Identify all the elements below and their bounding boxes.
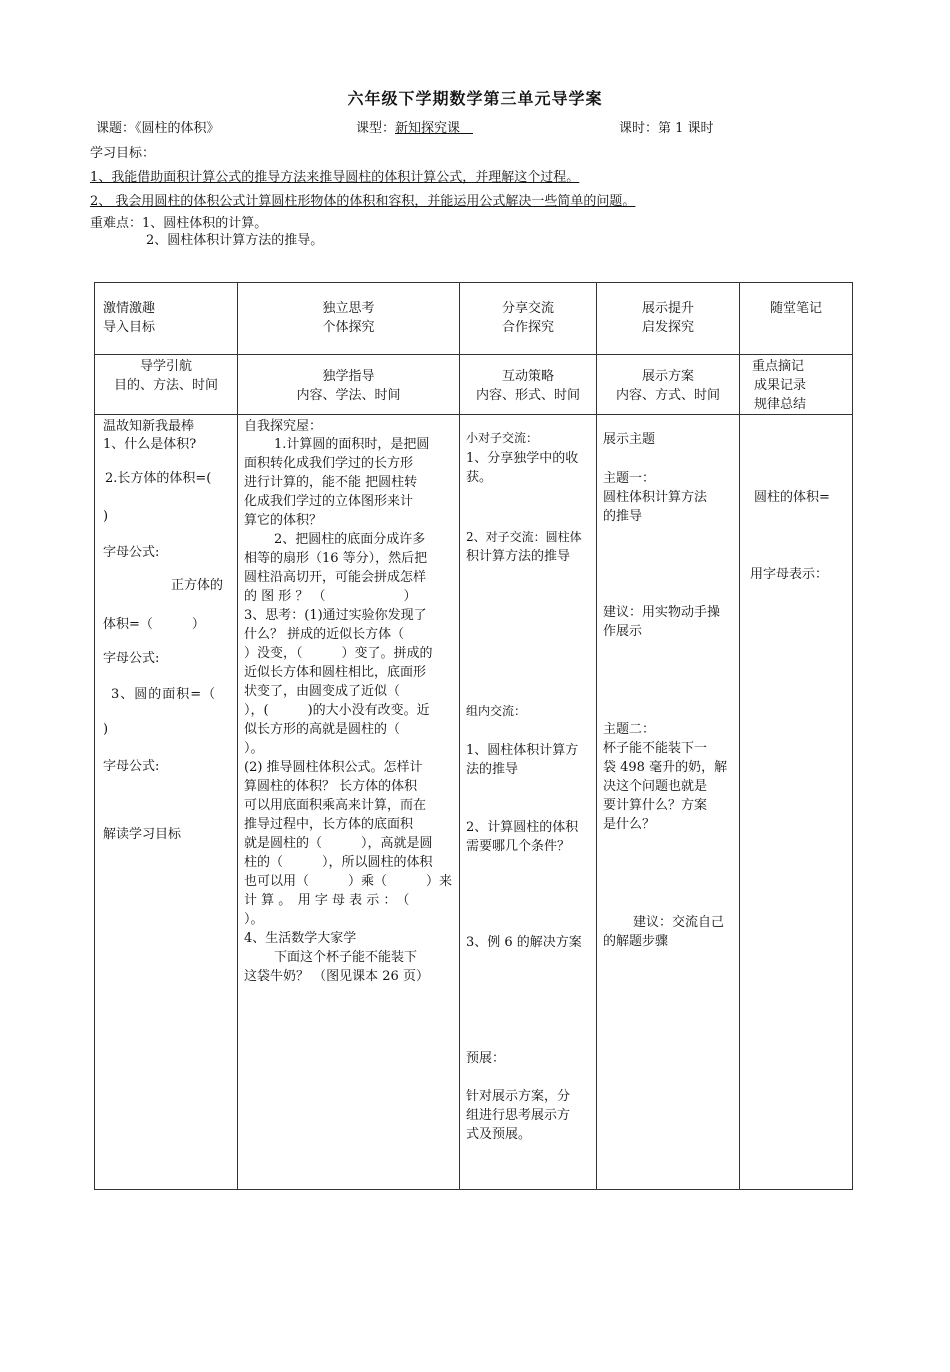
text-line: ）。: [244, 741, 264, 756]
cube-volume-label: 正方体的: [171, 578, 224, 593]
text-line: 3、思考：(1)通过实验你发现了: [244, 608, 427, 623]
subheader-cell-3: [460, 355, 597, 415]
text-line: (2) 推导圆柱体积公式。怎样计: [244, 760, 423, 775]
subheader-text: 独学指导: [322, 369, 375, 384]
group-item-1b: 法的推导: [466, 762, 519, 777]
theme1-line-1: 圆柱体积计算方法: [603, 490, 708, 505]
subheader-text: 导学引航: [139, 359, 192, 374]
text-line: 计 算 。 用 字 母 表 示 ： （: [244, 893, 410, 908]
subheader-cell-4: [597, 355, 740, 415]
preview-line-2: 组进行思考展示方: [466, 1108, 571, 1123]
text-line: 4、生活数学大家学: [244, 931, 357, 946]
header-text: 展示提升: [641, 301, 694, 316]
text-line: ）没变，（ ）变了。拼成的: [244, 646, 433, 661]
notes-column: [740, 415, 853, 1190]
header-cell-5: [740, 283, 853, 355]
table-header-row-1: [95, 283, 853, 355]
text-line: 2、把圆柱的底面分成许多: [274, 532, 426, 547]
keypoints-line-1: 重难点：1、圆柱体积的计算。: [90, 216, 268, 231]
preview-line-1: 针对展示方案，分: [466, 1089, 571, 1104]
theme2-label: 主题二：: [603, 722, 656, 737]
subheader-cell-5: [740, 355, 853, 415]
review-q3-close: ): [103, 722, 109, 737]
header-text: 独立思考: [322, 301, 375, 316]
formula-label-3: 字母公式:: [103, 759, 160, 774]
header-text: 合作探究: [501, 320, 554, 335]
text-line: 相等的扇形（16 等分），然后把: [244, 551, 428, 566]
subheader-text: 展示方案: [641, 369, 694, 384]
text-line: 似长方形的高就是圆柱的（: [244, 722, 401, 737]
header-cell-1: [95, 283, 238, 355]
header-cell-2: [238, 283, 460, 355]
table-header-row-2: [95, 355, 853, 415]
objective-1: 1、我能借助面积计算公式的推导方法来推导圆柱的体积计算公式，并理解这个过程。: [90, 170, 580, 185]
subheader-text: 成果记录: [754, 378, 807, 393]
pair-share-2b: 积计算方法的推导: [466, 549, 571, 564]
read-objectives: 解读学习目标: [103, 827, 182, 842]
cube-volume-blank: 体积=（ ）: [103, 617, 205, 632]
text-line: 的 图 形 ？ （ ）: [244, 589, 417, 604]
text-line: ）。: [244, 912, 264, 927]
text-line: 近似长方体和圆柱相比，底面形: [244, 665, 427, 680]
note-volume: 圆柱的体积=: [754, 490, 830, 505]
group-item-1: 1、圆柱体积计算方: [466, 743, 579, 758]
text-line: 化成我们学过的立体图形来计: [244, 494, 414, 509]
lesson-type-value: 新知探究课: [395, 121, 461, 136]
pair-share-2: 2、对子交流：圆柱体: [466, 530, 582, 544]
self-study-q1: [244, 435, 454, 986]
text-line: 柱的（ ），所以圆柱的体积: [244, 855, 433, 870]
theme1-line-2: 的推导: [603, 509, 643, 524]
text-line: 推导过程中，长方体的底面积: [244, 817, 414, 832]
pair-share-1: 1、分享独学中的收: [466, 451, 579, 466]
keypoints-line-2: 2、圆柱体积计算方法的推导。: [146, 233, 324, 248]
header-text: 启发探究: [641, 320, 694, 335]
subheader-text: 内容、形式、时间: [475, 388, 580, 403]
subheader-text: 重点摘记: [752, 359, 805, 374]
objective-2: 2、 我会用圆柱的体积公式计算圆柱形物体的体积和容积，并能运用公式解决一些简单的问题。: [90, 194, 636, 209]
presentation-column: [597, 415, 740, 1190]
text-line: 算它的体积？: [244, 513, 323, 528]
interaction-column: [460, 415, 597, 1190]
theme1-label: 主题一：: [603, 471, 656, 486]
lesson-period: 课时：第 1 课时: [619, 121, 714, 136]
header-cell-4: [597, 283, 740, 355]
guide-column: [95, 415, 238, 1190]
table-body-row: [95, 415, 853, 1190]
text-line: 算圆柱的体积？ 长方体的体积: [244, 779, 418, 794]
text-line: 这袋牛奶？ （图见课本 26 页）: [244, 969, 429, 984]
lesson-topic: 课题：《圆柱的体积》: [96, 121, 220, 136]
text-line: 圆柱沿高切开，可能会拼成怎样: [244, 570, 427, 585]
formula-label-2: 字母公式:: [103, 651, 160, 666]
formula-label-1: 字母公式:: [103, 545, 160, 560]
lesson-meta: [96, 117, 856, 135]
group-item-3: 3、例 6 的解决方案: [466, 935, 582, 950]
header-text: 随堂笔记: [769, 301, 822, 316]
objectives-heading: 学习目标：: [90, 146, 156, 161]
theme2-line-2: 袋 498 毫升的奶，解: [603, 760, 728, 775]
text-line: 进行计算的，能不能 把圆柱转: [244, 475, 418, 490]
lesson-plan-table: [94, 282, 853, 1190]
text-line: 下面这个杯子能不能装下: [274, 950, 418, 965]
pair-share-1b: 获。: [466, 470, 493, 485]
note-letter-formula: 用字母表示：: [750, 567, 829, 582]
lesson-type: [356, 117, 473, 136]
presentation-heading: 展示主题: [603, 432, 656, 447]
text-line: 也可以用（ ）乘（ ）来: [244, 874, 453, 889]
review-q2-close: ): [103, 509, 109, 524]
review-heading: 温故知新我最棒: [103, 419, 195, 434]
theme2-line-5: 是什么？: [603, 817, 656, 832]
theme1-suggestion: 建议：用实物动手操: [603, 605, 721, 620]
page-title: 六年级下学期数学第三单元导学案: [347, 89, 603, 108]
theme2-line-1: 杯子能不能装下一: [603, 741, 708, 756]
group-item-2b: 需要哪几个条件？: [466, 839, 571, 854]
theme2-suggestion-b: 的解题步骤: [603, 934, 669, 949]
theme2-line-4: 要计算什么？方案: [603, 798, 708, 813]
theme2-line-3: 决这个问题也就是: [603, 779, 708, 794]
header-text: 个体探究: [322, 320, 375, 335]
subheader-text: 目的、方法、时间: [113, 378, 218, 393]
header-text: 分享交流: [501, 301, 554, 316]
theme2-suggestion: 建议：交流自己: [633, 915, 725, 930]
lesson-type-label: 课型：: [356, 121, 396, 136]
review-q2: 2.长方体的体积=(: [105, 471, 212, 486]
self-study-heading: 自我探究屋：: [244, 419, 323, 434]
subheader-cell-1: [95, 355, 238, 415]
text-line: 什么？ 拼成的近似长方体（: [244, 627, 405, 642]
text-line: 1.计算圆的面积时，是把圆: [274, 437, 430, 452]
group-exchange-heading: 组内交流：: [466, 704, 527, 718]
text-line: 面积转化成我们学过的长方形: [244, 456, 414, 471]
self-study-column: [238, 415, 460, 1190]
header-text: 导入目标: [103, 320, 156, 335]
preview-heading: 预展：: [466, 1051, 506, 1066]
subheader-cell-2: [238, 355, 460, 415]
subheader-text: 内容、学法、时间: [296, 388, 401, 403]
text-line: 可以用底面积乘高来计算，而在: [244, 798, 427, 813]
text-line: 就是圆柱的（ ），高就是圆: [244, 836, 433, 851]
text-line: 状变了，由圆变成了近似（: [244, 684, 401, 699]
subheader-text: 规律总结: [754, 397, 807, 412]
review-q1: 1、什么是体积?: [103, 437, 197, 452]
subheader-text: 内容、方式、时间: [615, 388, 720, 403]
pair-exchange-heading: 小对子交流：: [466, 431, 539, 445]
theme1-suggestion-b: 作展示: [603, 624, 643, 639]
review-q3: 3、圆的面积=（: [111, 687, 217, 702]
preview-line-3: 式及预展。: [466, 1127, 532, 1142]
group-item-2: 2、计算圆柱的体积: [466, 820, 579, 835]
header-text: 激情激趣: [103, 301, 156, 316]
subheader-text: 互动策略: [501, 369, 554, 384]
text-line: ），( )的大小没有改变。近: [244, 703, 430, 718]
header-cell-3: [460, 283, 597, 355]
